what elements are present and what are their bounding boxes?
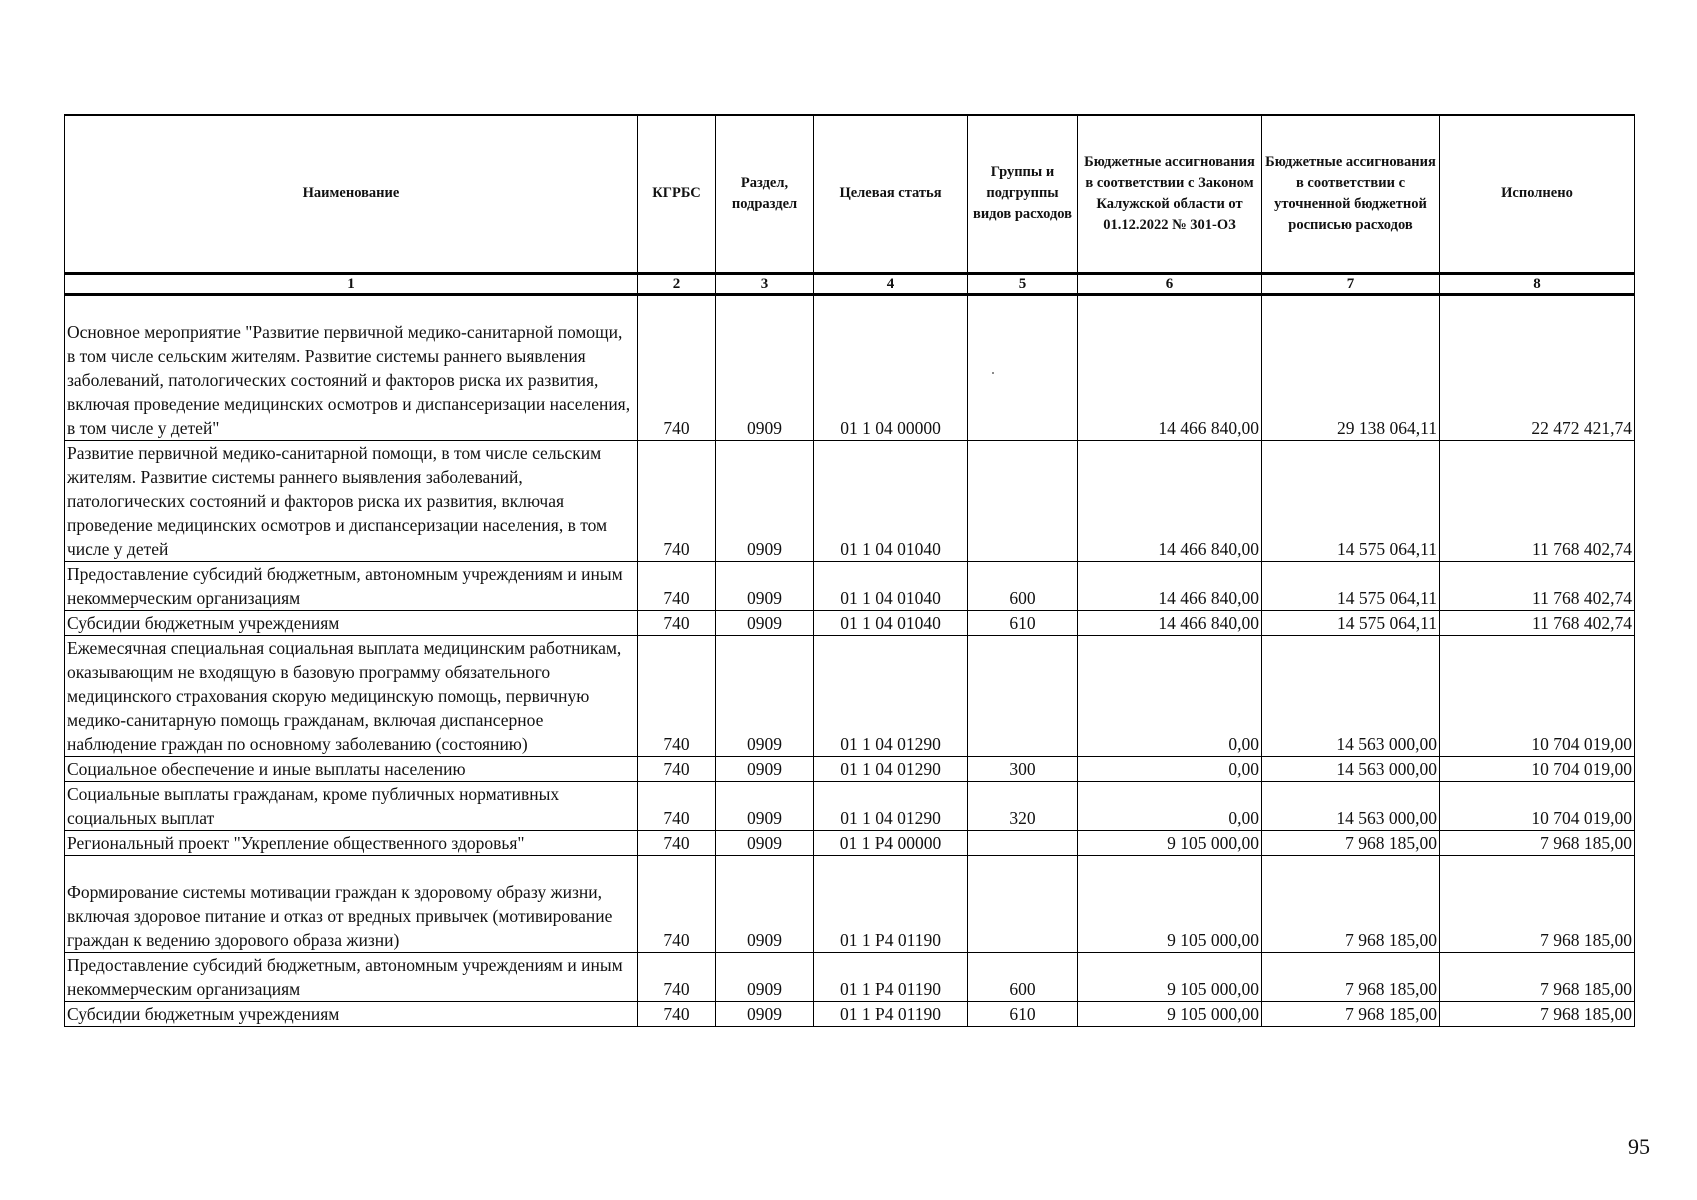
row-target: 01 1 P4 01190 [814,952,968,1001]
row-group [968,635,1078,756]
row-target: 01 1 04 01290 [814,756,968,781]
row-name: Предоставление субсидий бюджетным, автономным учреждениям и иным некоммерческим организациям [65,561,638,610]
row-kgrbs: 740 [638,855,716,952]
row-section: 0909 [716,855,814,952]
row-refined: 14 575 064,11 [1262,561,1440,610]
header-target: Целевая статья [814,115,968,273]
row-section: 0909 [716,635,814,756]
row-law: 14 466 840,00 [1078,294,1262,440]
row-executed: 22 472 421,74 [1440,294,1635,440]
column-number: 7 [1262,273,1440,294]
row-refined: 14 563 000,00 [1262,756,1440,781]
row-law: 14 466 840,00 [1078,561,1262,610]
header-group: Группы и подгруппы видов расходов [968,115,1078,273]
row-group [968,294,1078,440]
row-kgrbs: 740 [638,440,716,561]
row-target: 01 1 04 01290 [814,635,968,756]
row-section: 0909 [716,756,814,781]
table-header-row [65,115,1635,273]
row-kgrbs: 740 [638,830,716,855]
row-section: 0909 [716,952,814,1001]
page-number: 95 [1628,1134,1650,1159]
row-section: 0909 [716,561,814,610]
row-executed: 10 704 019,00 [1440,635,1635,756]
row-name: Предоставление субсидий бюджетным, автономным учреждениям и иным некоммерческим организациям [65,952,638,1001]
row-group: 600 [968,952,1078,1001]
header-refined: Бюджетные ассигнования в соответствии с уточненной бюджетной росписью расходов [1262,115,1440,273]
table-row [65,561,1635,610]
row-group: 300 [968,756,1078,781]
row-name: Субсидии бюджетным учреждениям [65,1001,638,1026]
row-group [968,830,1078,855]
row-refined: 29 138 064,11 [1262,294,1440,440]
table-row [65,781,1635,830]
row-executed: 10 704 019,00 [1440,781,1635,830]
row-law: 9 105 000,00 [1078,855,1262,952]
row-target: 01 1 04 01040 [814,440,968,561]
row-kgrbs: 740 [638,781,716,830]
row-name: Основное мероприятие "Развитие первичной медико-санитарной помощи, в том числе сельским жителям. Развитие системы раннего выявления заболеваний, патологических состояний и факторов риска их развития, включая проведение медицинских осмотров и диспансеризации населения, в том числе у детей" [65,294,638,440]
row-kgrbs: 740 [638,952,716,1001]
row-law: 9 105 000,00 [1078,1001,1262,1026]
column-number: 1 [65,273,638,294]
row-executed: 11 768 402,74 [1440,561,1635,610]
row-section: 0909 [716,610,814,635]
row-law: 14 466 840,00 [1078,610,1262,635]
column-number: 6 [1078,273,1262,294]
table-row [65,1001,1635,1026]
row-section: 0909 [716,1001,814,1026]
row-target: 01 1 P4 01190 [814,1001,968,1026]
row-group: 610 [968,1001,1078,1026]
header-executed: Исполнено [1440,115,1635,273]
table-row [65,635,1635,756]
row-refined: 7 968 185,00 [1262,830,1440,855]
column-number: 2 [638,273,716,294]
row-target: 01 1 04 01040 [814,561,968,610]
row-kgrbs: 740 [638,610,716,635]
row-law: 9 105 000,00 [1078,830,1262,855]
scan-speck [992,372,994,374]
row-group [968,855,1078,952]
column-number-row [65,273,1635,294]
row-executed: 11 768 402,74 [1440,610,1635,635]
row-section: 0909 [716,440,814,561]
row-group: 600 [968,561,1078,610]
row-name: Субсидии бюджетным учреждениям [65,610,638,635]
row-kgrbs: 740 [638,294,716,440]
row-executed: 7 968 185,00 [1440,1001,1635,1026]
row-kgrbs: 740 [638,561,716,610]
table-body [65,294,1635,1026]
row-name: Региональный проект "Укрепление общественного здоровья" [65,830,638,855]
header-section: Раздел, подраздел [716,115,814,273]
table-row [65,294,1635,440]
row-name: Социальное обеспечение и иные выплаты населению [65,756,638,781]
header-law: Бюджетные ассигнования в соответствии с Законом Калужской области от 01.12.2022 № 301-ОЗ [1078,115,1262,273]
row-refined: 14 563 000,00 [1262,781,1440,830]
row-kgrbs: 740 [638,1001,716,1026]
row-target: 01 1 P4 00000 [814,830,968,855]
row-refined: 14 563 000,00 [1262,635,1440,756]
table-row [65,855,1635,952]
table-row [65,952,1635,1001]
row-target: 01 1 04 01040 [814,610,968,635]
row-kgrbs: 740 [638,635,716,756]
header-kgrbs: КГРБС [638,115,716,273]
row-executed: 7 968 185,00 [1440,855,1635,952]
column-number: 8 [1440,273,1635,294]
row-target: 01 1 04 00000 [814,294,968,440]
row-group [968,440,1078,561]
row-law: 0,00 [1078,781,1262,830]
row-target: 01 1 P4 01190 [814,855,968,952]
row-executed: 7 968 185,00 [1440,830,1635,855]
column-number: 3 [716,273,814,294]
table-row [65,610,1635,635]
row-executed: 10 704 019,00 [1440,756,1635,781]
row-refined: 7 968 185,00 [1262,855,1440,952]
column-number: 5 [968,273,1078,294]
row-law: 14 466 840,00 [1078,440,1262,561]
row-kgrbs: 740 [638,756,716,781]
row-section: 0909 [716,830,814,855]
table-row [65,756,1635,781]
row-refined: 14 575 064,11 [1262,610,1440,635]
row-group: 610 [968,610,1078,635]
table-row [65,440,1635,561]
table-row [65,830,1635,855]
row-law: 0,00 [1078,756,1262,781]
row-group: 320 [968,781,1078,830]
row-executed: 7 968 185,00 [1440,952,1635,1001]
row-target: 01 1 04 01290 [814,781,968,830]
row-section: 0909 [716,294,814,440]
row-name: Социальные выплаты гражданам, кроме публичных нормативных социальных выплат [65,781,638,830]
row-refined: 7 968 185,00 [1262,952,1440,1001]
header-name: Наименование [65,115,638,273]
budget-table [64,114,1635,1027]
row-refined: 14 575 064,11 [1262,440,1440,561]
row-refined: 7 968 185,00 [1262,1001,1440,1026]
column-number: 4 [814,273,968,294]
row-name: Развитие первичной медико-санитарной помощи, в том числе сельским жителям. Развитие системы раннего выявления заболеваний, патологических состояний и факторов риска их развития, включая проведение медицинских осмотров и диспансеризации населения, в том числе у детей [65,440,638,561]
row-executed: 11 768 402,74 [1440,440,1635,561]
row-name: Формирование системы мотивации граждан к здоровому образу жизни, включая здоровое питание и отказ от вредных привычек (мотивирование граждан к ведению здорового образа жизни) [65,855,638,952]
row-law: 0,00 [1078,635,1262,756]
row-law: 9 105 000,00 [1078,952,1262,1001]
row-name: Ежемесячная специальная социальная выплата медицинским работникам, оказывающим не входящую в базовую программу обязательного медицинского страхования скорую медицинскую помощь, первичную медико-санитарную помощь гражданам, включая диспансерное наблюдение граждан по основному заболеванию (состоянию) [65,635,638,756]
row-section: 0909 [716,781,814,830]
